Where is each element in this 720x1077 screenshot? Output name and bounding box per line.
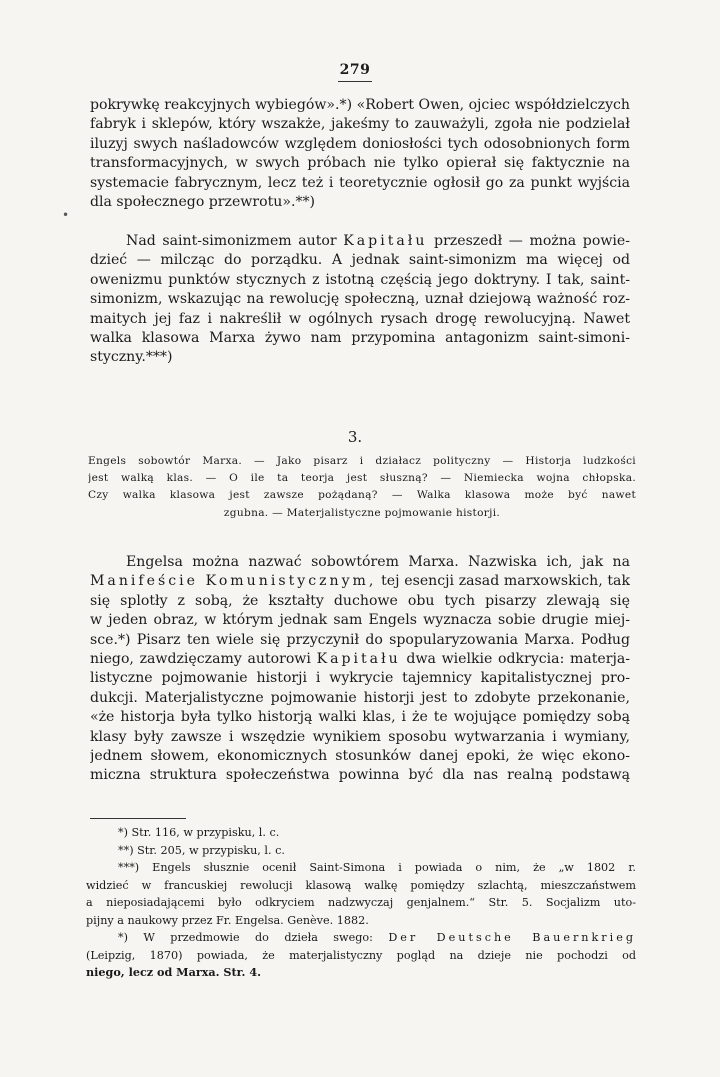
text-line: Engelsa można nazwać sobowtórem Marxa. Nazwiska ich, jak na — [126, 554, 630, 570]
footnote-line: *) Str. 116, w przypisku, l. c. — [118, 826, 280, 839]
text-line: styczny.***) — [90, 349, 173, 366]
text-line: systemacie fabrycznym, lecz też i teoretycznie ogłosił go za punkt wyjścia — [90, 174, 630, 191]
footnote-line: ***) Engels słusznie ocenił Saint-Simona i powiada o nim, że „w 1802 r. — [118, 861, 636, 874]
spaced-title-kapital: Kapitału — [316, 650, 401, 667]
paragraph-saint-simonism — [90, 232, 630, 368]
text-line: iluzyj swych naśladowców względem doniosłości tych odosobnionych form — [90, 135, 630, 152]
text-line: simonizm, wskazując na rewolucję społeczną, uznał dziejową ważność roz- — [90, 291, 630, 308]
spaced-title-bauernkrieg: Der Deutsche Bauernkrieg — [388, 931, 636, 944]
text-line — [90, 232, 630, 251]
text-line: fabryk i sklepów, który wszakże, jakeśmy to zauważyli, zgoła nie podzielał — [90, 116, 630, 133]
footnote-line — [86, 929, 636, 947]
paragraph-engels — [90, 553, 630, 786]
margin-mark: • — [62, 208, 70, 222]
summary-line: Engels sobowtór Marxa. — Jako pisarz i działacz polityczny — Historja ludzkości — [88, 455, 636, 467]
text-line: w jeden obraz, w którym jednak sam Engels wyznacza sobie drugie miej- — [90, 612, 630, 629]
footnote-line: **) Str. 205, w przypisku, l. c. — [118, 843, 285, 857]
text-line: dzieć — milcząc do porządku. A jednak saint-simonizm ma więcej od — [90, 252, 630, 269]
footnote-line: (Leipzig, 1870) powiada, że materjalistyczny pogląd na dzieje nie pochodzi od — [86, 948, 636, 962]
text-fragment: niego, zawdzięczamy autorowi — [90, 650, 311, 667]
text-fragment: przeszedł — można powie- — [434, 233, 630, 249]
page-number: 279 — [339, 62, 371, 78]
footnote-line: widzieć w francuskiej rewolucji klasową walkę pomiędzy szlachtą, mieszczaństwem — [86, 878, 636, 892]
text-line: miczna struktura społeczeństwa powinna być dla nas realną podstawą — [90, 767, 630, 784]
text-line — [90, 650, 630, 669]
footnotes — [86, 824, 636, 982]
spaced-title-kapital: Kapitału — [343, 233, 428, 249]
footnote-line: a nieposiadającemi było odkryciem nadzwyczaj genjalnem.“ Str. 5. Socjalizm uto- — [86, 896, 636, 909]
text-line: owenizmu punktów stycznych z istotną częścią jego doktryny. I tak, saint- — [90, 271, 630, 288]
text-fragment: tej esencji zasad marxowskich, tak — [381, 573, 630, 590]
footnote-line: pijny a naukowy przez Fr. Engelsa. Genève. 1882. — [86, 913, 369, 927]
text-line: pokrywkę reakcyjnych wybiegów».*) «Robert Owen, ojciec współdzielczych — [90, 97, 630, 113]
text-line: listyczne pojmowanie historji i wykrycie tajemnicy kapitalistycznej pro- — [90, 670, 630, 687]
text-line: walka klasowa Marxa żywo nam przypomina antagonizm saint-simoni- — [90, 329, 630, 346]
footnote-separator — [90, 818, 186, 819]
section-summary — [88, 453, 636, 522]
summary-line: Czy walka klasowa jest zawsze pożądaną? — Walka klasowa może być nawet — [88, 489, 636, 502]
summary-line: zgubna. — Materjalistyczne pojmowanie historji. — [223, 506, 501, 519]
spaced-title-manifesto: Manifeście Komunistycznym, — [90, 573, 377, 590]
summary-line: jest walką klas. — O ile ta teorja jest słuszną? — Niemiecka wojna chłopska. — [88, 472, 636, 485]
text-fragment: Nad saint-simonizmem autor — [126, 233, 337, 249]
text-fragment: *) W przedmowie do dzieła swego: — [118, 931, 373, 944]
text-line: «że historja była tylko historją walki klas, i że te wojujące pomiędzy sobą — [90, 709, 630, 726]
text-fragment: dwa wielkie odkrycia: materja- — [406, 650, 630, 667]
text-line — [90, 572, 630, 591]
text-line: jednem słowem, ekonomicznych stosunków danej epoki, że więc ekono- — [90, 747, 630, 764]
text-line: się splotły z sobą, że kształty duchowe obu tych pisarzy zlewają się — [90, 592, 630, 609]
section-number: 3. — [347, 428, 363, 446]
footnote-line: niego, lecz od Marxa. Str. 4. — [86, 965, 262, 979]
text-line: dla społecznego przewrotu».**) — [90, 193, 316, 210]
text-line: klasy były zawsze i wszędzie wynikiem sposobu wytwarzania i wymiany, — [90, 728, 630, 745]
text-line: sce.*) Pisarz ten wiele się przyczynił do spopularyzowania Marxa. Podług — [90, 631, 630, 648]
page-number-underline — [338, 81, 372, 82]
text-line: maitych jej faz i nakreślił w ogólnych rysach drogę rewolucyjną. Nawet — [90, 310, 630, 327]
text-line: dukcji. Materjalistyczne pojmowanie historji jest to zdobyte przekonanie, — [90, 689, 630, 706]
text-line: transformacyjnych, w swych próbach nie tylko opierał się faktycznie na — [90, 155, 630, 172]
paragraph-continuation — [90, 96, 630, 212]
